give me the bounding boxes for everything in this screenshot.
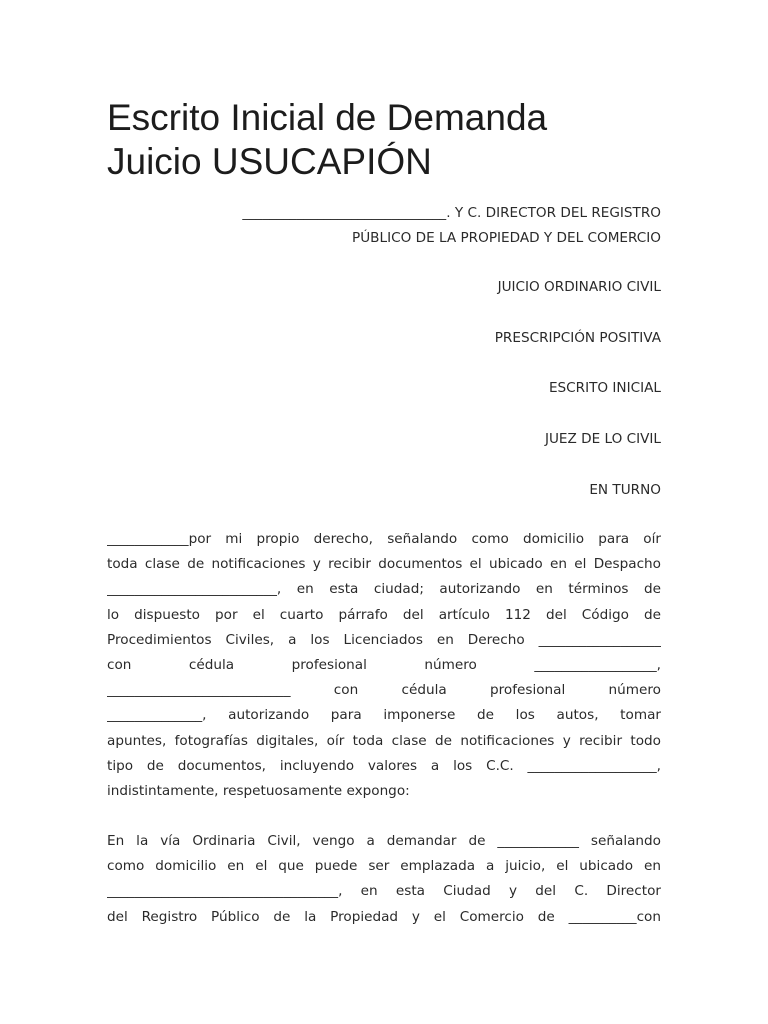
title-line-1: Escrito Inicial de Demanda <box>107 97 548 138</box>
paragraph-line: como domicilio en el que puede ser emplazada a juicio, el ubicado en <box>107 858 661 875</box>
paragraph-line: En la vía Ordinaria Civil, vengo a demandar de ____________ señalando <box>107 833 661 849</box>
addressee-block <box>107 201 661 251</box>
case-tag-escrito: ESCRITO INICIAL <box>548 380 661 396</box>
paragraph-line: ______________, autorizando para imponerse de los autos, tomar <box>107 707 661 724</box>
paragraph-line: apuntes, fotografías digitales, oír toda clase de notificaciones y recibir todo <box>107 732 661 749</box>
paragraph-line: __________________________________, en esta Ciudad y del C. Director <box>107 883 661 900</box>
case-tag-juicio: JUICIO ORDINARIO CIVIL <box>497 279 661 295</box>
title-line-2: Juicio USUCAPIÓN <box>107 141 432 182</box>
paragraph-line: ___________________________ con cédula profesional número <box>107 682 661 699</box>
paragraph-line: indistintamente, respetuosamente expongo: <box>107 782 410 799</box>
paragraph-demand <box>107 829 661 930</box>
addressee-line-2: PÚBLICO DE LA PROPIEDAD Y DEL COMERCIO <box>352 230 661 246</box>
case-tag-turno: EN TURNO <box>589 482 661 498</box>
paragraph-line: toda clase de notificaciones y recibir documentos el ubicado en el Despacho <box>107 556 661 573</box>
paragraph-line: del Registro Público de la Propiedad y el Comercio de __________con <box>107 908 661 925</box>
paragraph-line: _________________________, en esta ciudad; autorizando en términos de <box>107 581 661 598</box>
paragraph-line: con cédula profesional número __________________, <box>107 656 661 673</box>
paragraph-introduction <box>107 527 661 804</box>
addressee-line-1: ______________________________. Y C. DIRECTOR DEL REGISTRO <box>242 205 661 221</box>
paragraph-line: lo dispuesto por el cuarto párrafo del artículo 112 del Código de <box>107 606 661 623</box>
paragraph-line: ____________por mi propio derecho, señalando como domicilio para oír <box>107 531 661 547</box>
case-tag-prescripcion: PRESCRIPCIÓN POSITIVA <box>494 330 661 346</box>
paragraph-line: Procedimientos Civiles, a los Licenciados en Derecho __________________ <box>107 631 661 648</box>
document-title <box>107 96 661 184</box>
paragraph-line: tipo de documentos, incluyendo valores a los C.C. ___________________, <box>107 757 661 774</box>
case-tag-juez: JUEZ DE LO CIVIL <box>544 431 661 447</box>
